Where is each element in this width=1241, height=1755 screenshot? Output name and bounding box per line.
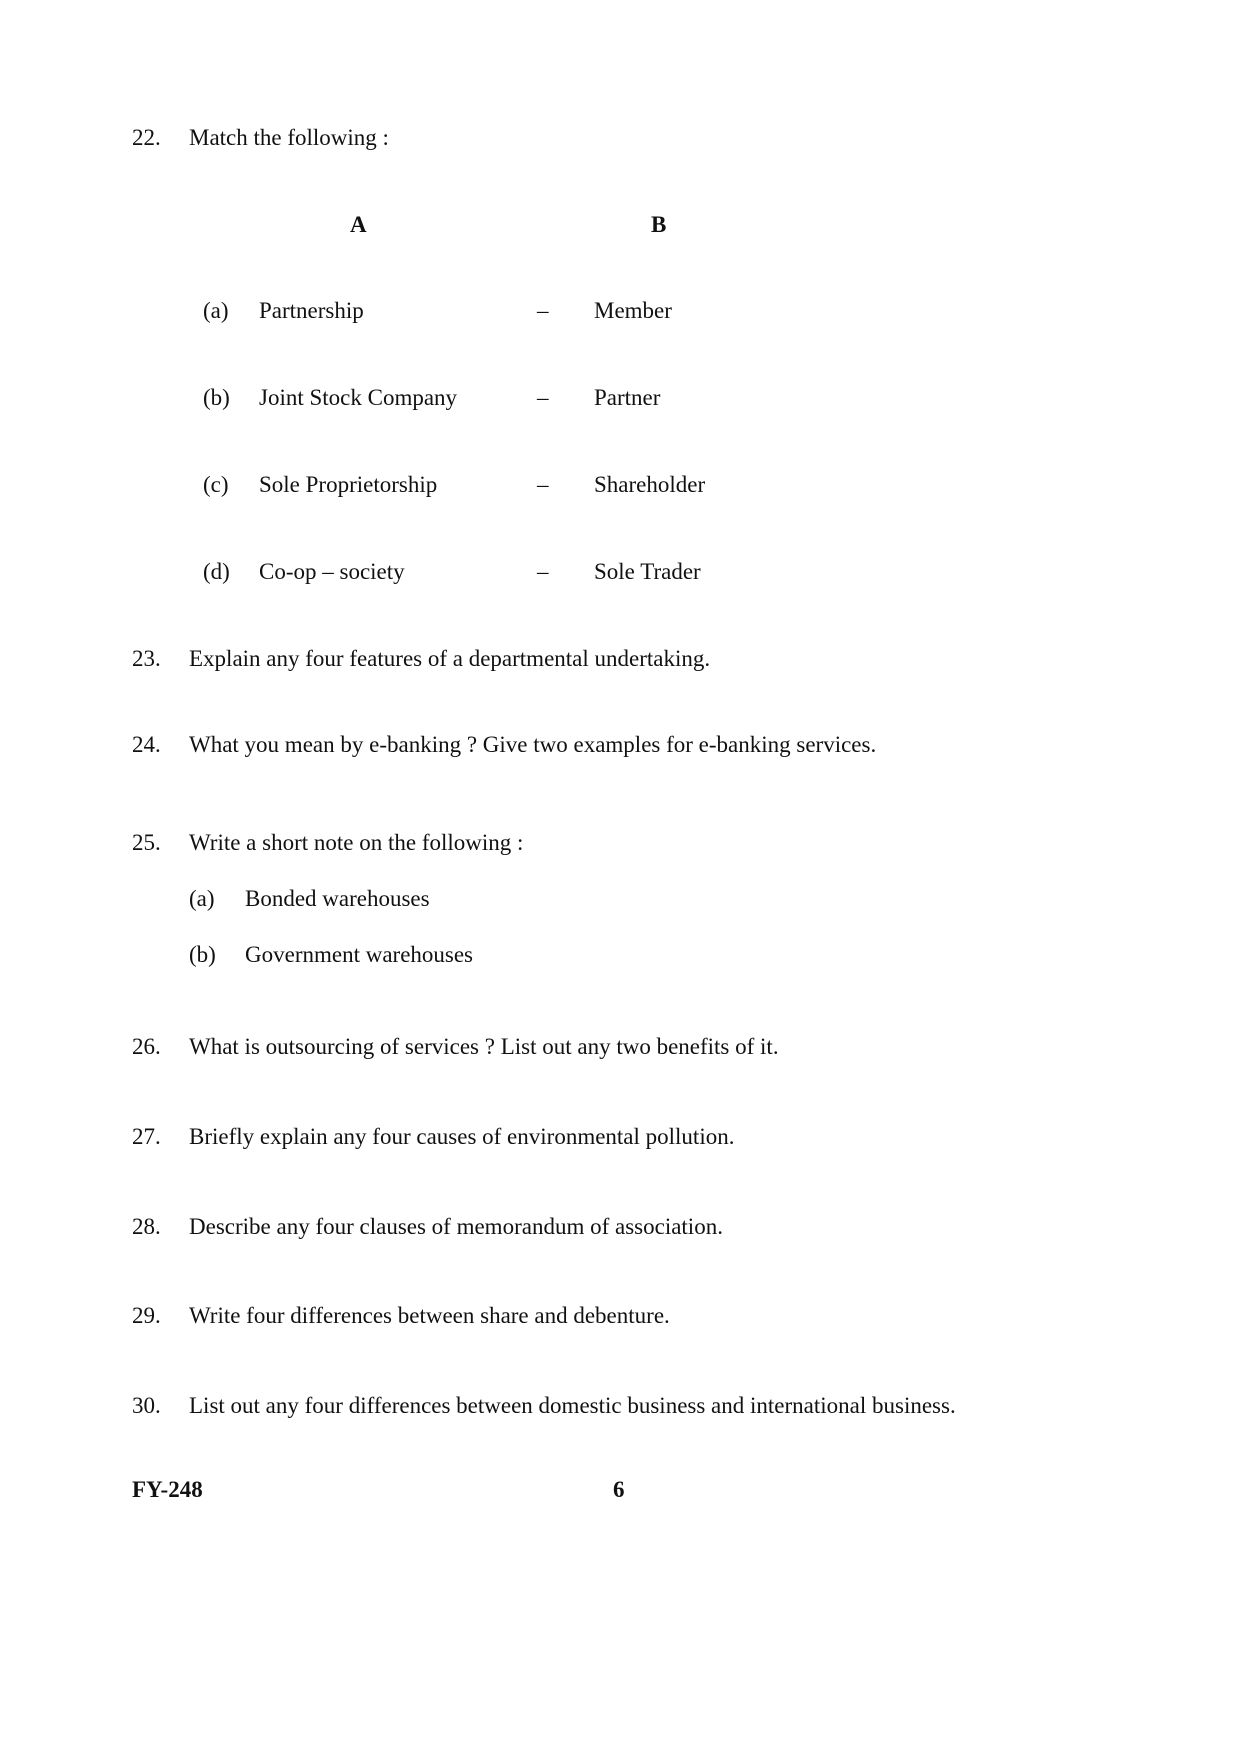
paper-code: FY-248 [132, 1477, 203, 1502]
match-row-label: (c) [203, 472, 229, 497]
column-header-a: A [350, 212, 367, 237]
question-number: 30. [132, 1393, 161, 1418]
sub-item-label: (b) [189, 942, 216, 967]
match-row-label: (a) [203, 298, 229, 323]
match-row-label: (b) [203, 385, 230, 410]
sub-item-label: (a) [189, 886, 215, 911]
question-number: 25. [132, 830, 161, 855]
question-text: Briefly explain any four causes of environmental pollution. [189, 1124, 735, 1149]
question-number: 28. [132, 1214, 161, 1239]
column-header-b: B [651, 212, 667, 237]
question-text: Explain any four features of a departmental undertaking. [189, 646, 711, 671]
match-item-b: Member [594, 298, 672, 323]
question-number: 26. [132, 1034, 161, 1059]
match-dash: – [537, 385, 549, 410]
question-number: 22. [132, 125, 161, 150]
match-dash: – [537, 298, 549, 323]
question-text: Describe any four clauses of memorandum of association. [189, 1214, 723, 1239]
sub-item-text: Government warehouses [245, 942, 474, 967]
match-item-a: Partnership [259, 298, 364, 323]
question-number: 23. [132, 646, 161, 671]
question-number: 27. [132, 1124, 161, 1149]
question-text: Write a short note on the following : [189, 830, 524, 855]
match-item-b: Shareholder [594, 472, 706, 497]
question-text: Write four differences between share and debenture. [189, 1303, 670, 1328]
question-text: What you mean by e-banking ? Give two examples for e-banking services. [189, 732, 877, 757]
question-text: List out any four differences between domestic business and international business. [189, 1393, 956, 1418]
match-item-a: Co-op – society [259, 559, 405, 584]
question-number: 29. [132, 1303, 161, 1328]
match-item-b: Partner [594, 385, 661, 410]
sub-item-text: Bonded warehouses [245, 886, 430, 911]
question-number: 24. [132, 732, 161, 757]
question-text: What is outsourcing of services ? List out any two benefits of it. [189, 1034, 779, 1059]
question-text: Match the following : [189, 125, 389, 150]
page-number: 6 [613, 1477, 625, 1502]
match-item-a: Joint Stock Company [259, 385, 458, 410]
match-row-label: (d) [203, 559, 230, 584]
match-dash: – [537, 559, 549, 584]
match-item-a: Sole Proprietorship [259, 472, 438, 497]
match-item-b: Sole Trader [594, 559, 701, 584]
match-dash: – [537, 472, 549, 497]
